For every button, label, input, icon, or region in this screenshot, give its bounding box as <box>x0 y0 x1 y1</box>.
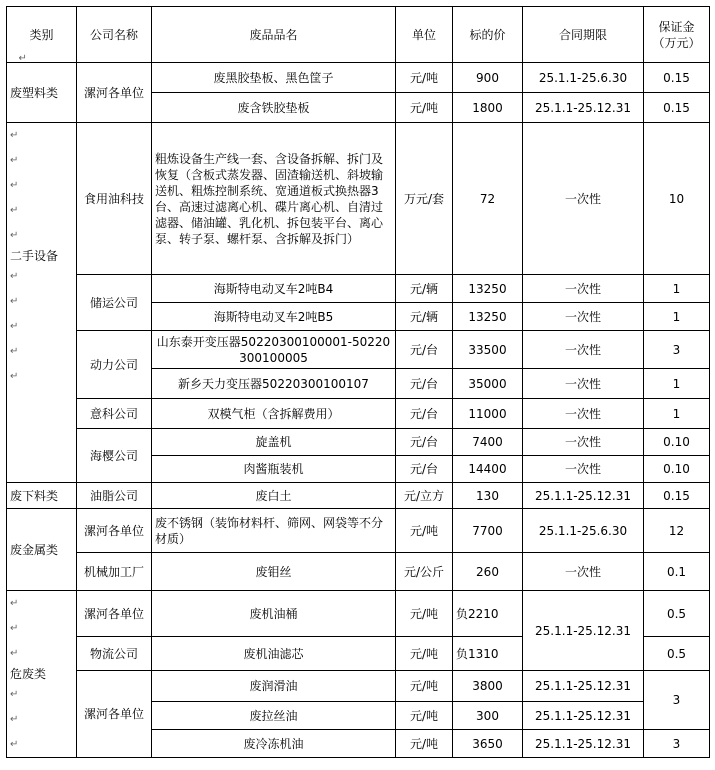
deposit-cell: 1 <box>644 369 710 399</box>
table-row <box>7 509 710 553</box>
price-cell: 72 <box>453 123 523 275</box>
price-cell: 13250 <box>453 303 523 331</box>
price-cell: 11000 <box>453 399 523 429</box>
unit-cell: 元/辆 <box>396 275 453 303</box>
category-cell: ↵ ↵ ↵ ↵ ↵ 二手设备 ↵ ↵ ↵ ↵ ↵ <box>7 123 77 483</box>
unit-cell: 元/吨 <box>396 509 453 553</box>
deposit-cell: 0.5 <box>644 637 710 671</box>
price-cell: 负1310 <box>453 637 523 671</box>
term-cell: 一次性 <box>523 553 644 591</box>
header-price: 标的价 <box>453 7 523 63</box>
header-company: 公司名称 <box>77 7 152 63</box>
item-cell: 废钼丝 <box>152 553 396 591</box>
company-cell: 意科公司 <box>77 399 152 429</box>
price-cell: 7700 <box>453 509 523 553</box>
unit-cell: 元/吨 <box>396 637 453 671</box>
price-cell: 130 <box>453 483 523 509</box>
term-cell: 25.1.1-25.6.30 <box>523 63 644 93</box>
unit-cell: 元/辆 <box>396 303 453 331</box>
term-cell: 一次性 <box>523 303 644 331</box>
deposit-cell: 1 <box>644 399 710 429</box>
unit-cell: 元/台 <box>396 399 453 429</box>
company-cell: 机械加工厂 <box>77 553 152 591</box>
price-cell: 1800 <box>453 93 523 123</box>
term-cell: 一次性 <box>523 331 644 369</box>
price-cell: 260 <box>453 553 523 591</box>
category-cell: 废下料类 <box>7 483 77 509</box>
deposit-cell: 0.15 <box>644 483 710 509</box>
category-cell: 废塑料类 <box>7 63 77 123</box>
item-cell: 海斯特电动叉车2吨B4 <box>152 275 396 303</box>
category-cell: 废金属类 <box>7 509 77 591</box>
category-cell: ↵ ↵ ↵ 危废类 ↵ ↵ ↵ <box>7 591 77 758</box>
company-cell: 漯河各单位 <box>77 63 152 123</box>
waste-price-table <box>6 6 710 758</box>
term-cell: 25.1.1-25.6.30 <box>523 509 644 553</box>
table-row <box>7 63 710 93</box>
header-term: 合同期限 <box>523 7 644 63</box>
term-cell: 25.1.1-25.12.31 <box>523 93 644 123</box>
company-cell: 食用油科技 <box>77 123 152 275</box>
price-cell: 300 <box>453 702 523 730</box>
term-cell: 一次性 <box>523 369 644 399</box>
term-cell: 一次性 <box>523 123 644 275</box>
deposit-cell: 12 <box>644 509 710 553</box>
term-cell: 25.1.1-25.12.31 <box>523 730 644 758</box>
price-cell: 3650 <box>453 730 523 758</box>
item-cell: 废拉丝油 <box>152 702 396 730</box>
company-cell: 动力公司 <box>77 331 152 399</box>
item-cell: 旋盖机 <box>152 429 396 456</box>
unit-cell: 元/台 <box>396 456 453 483</box>
unit-cell: 元/台 <box>396 331 453 369</box>
price-cell: 33500 <box>453 331 523 369</box>
item-cell: 废白土 <box>152 483 396 509</box>
price-cell: 13250 <box>453 275 523 303</box>
deposit-cell: 0.5 <box>644 591 710 637</box>
table-row <box>7 671 710 702</box>
unit-cell: 元/吨 <box>396 591 453 637</box>
company-cell: 漯河各单位 <box>77 591 152 637</box>
company-cell: 漯河各单位 <box>77 509 152 553</box>
unit-cell: 元/吨 <box>396 702 453 730</box>
table-row <box>7 591 710 637</box>
term-cell: 25.1.1-25.12.31 <box>523 702 644 730</box>
item-cell: 废冷冻机油 <box>152 730 396 758</box>
table-row <box>7 399 710 429</box>
item-cell: 废机油滤芯 <box>152 637 396 671</box>
item-cell: 双模气柜（含拆解费用） <box>152 399 396 429</box>
company-cell: 海樱公司 <box>77 429 152 483</box>
header-item: 废品品名 <box>152 7 396 63</box>
unit-cell: 万元/套 <box>396 123 453 275</box>
deposit-cell: 1 <box>644 303 710 331</box>
item-cell: 废润滑油 <box>152 671 396 702</box>
item-cell: 废机油桶 <box>152 591 396 637</box>
term-cell: 一次性 <box>523 399 644 429</box>
deposit-cell: 10 <box>644 123 710 275</box>
term-cell: 一次性 <box>523 456 644 483</box>
item-cell: 废黑胶垫板、黑色筐子 <box>152 63 396 93</box>
price-cell: 35000 <box>453 369 523 399</box>
header-row <box>7 7 710 63</box>
term-cell: 25.1.1-25.12.31 <box>523 671 644 702</box>
price-cell: 900 <box>453 63 523 93</box>
table-row <box>7 483 710 509</box>
unit-cell: 元/吨 <box>396 63 453 93</box>
item-cell: 山东泰开变压器50220300100001-50220300100005 <box>152 331 396 369</box>
term-cell: 一次性 <box>523 429 644 456</box>
deposit-cell: 3 <box>644 730 710 758</box>
term-cell: 25.1.1-25.12.31 <box>523 483 644 509</box>
item-cell: 新乡天力变压器50220300100107 <box>152 369 396 399</box>
deposit-cell: 0.1 <box>644 553 710 591</box>
header-unit: 单位 <box>396 7 453 63</box>
deposit-cell: 1 <box>644 275 710 303</box>
unit-cell: 元/吨 <box>396 93 453 123</box>
price-cell: 负2210 <box>453 591 523 637</box>
deposit-cell: 0.15 <box>644 63 710 93</box>
company-cell: 油脂公司 <box>77 483 152 509</box>
unit-cell: 元/台 <box>396 369 453 399</box>
price-cell: 14400 <box>453 456 523 483</box>
deposit-cell: 0.10 <box>644 456 710 483</box>
header-category: 类别 ↵ <box>7 7 77 63</box>
item-cell: 肉酱瓶装机 <box>152 456 396 483</box>
unit-cell: 元/立方 <box>396 483 453 509</box>
deposit-cell: 3 <box>644 331 710 369</box>
table-row <box>7 553 710 591</box>
unit-cell: 元/吨 <box>396 671 453 702</box>
header-deposit: 保证金 （万元） <box>644 7 710 63</box>
unit-cell: 元/台 <box>396 429 453 456</box>
company-cell: 物流公司 <box>77 637 152 671</box>
table-row <box>7 331 710 369</box>
price-cell: 7400 <box>453 429 523 456</box>
item-cell: 废含铁胶垫板 <box>152 93 396 123</box>
term-cell: 25.1.1-25.12.31 <box>523 591 644 671</box>
deposit-cell: 0.15 <box>644 93 710 123</box>
item-cell: 海斯特电动叉车2吨B5 <box>152 303 396 331</box>
price-cell: 3800 <box>453 671 523 702</box>
deposit-cell: 0.10 <box>644 429 710 456</box>
unit-cell: 元/公斤 <box>396 553 453 591</box>
deposit-cell: 3 <box>644 671 710 730</box>
item-cell: 粗炼设备生产线一套、含设备拆解、拆门及恢复（含板式蒸发器、固渣输送机、斜坡输送机、粗炼控制系统、宽通道板式换热器3台、高速过滤离心机、碟片离心机、自清过滤器、储油罐、乳化机、拆包装平台、离心泵、转子泵、螺杆泵、含拆解及拆门） <box>152 123 396 275</box>
company-cell: 储运公司 <box>77 275 152 331</box>
table-row <box>7 429 710 456</box>
term-cell: 一次性 <box>523 275 644 303</box>
table-row <box>7 275 710 303</box>
company-cell: 漯河各单位 <box>77 671 152 758</box>
unit-cell: 元/吨 <box>396 730 453 758</box>
item-cell: 废不锈钢（装饰材料杆、筛网、网袋等不分材质） <box>152 509 396 553</box>
table-row <box>7 123 710 275</box>
